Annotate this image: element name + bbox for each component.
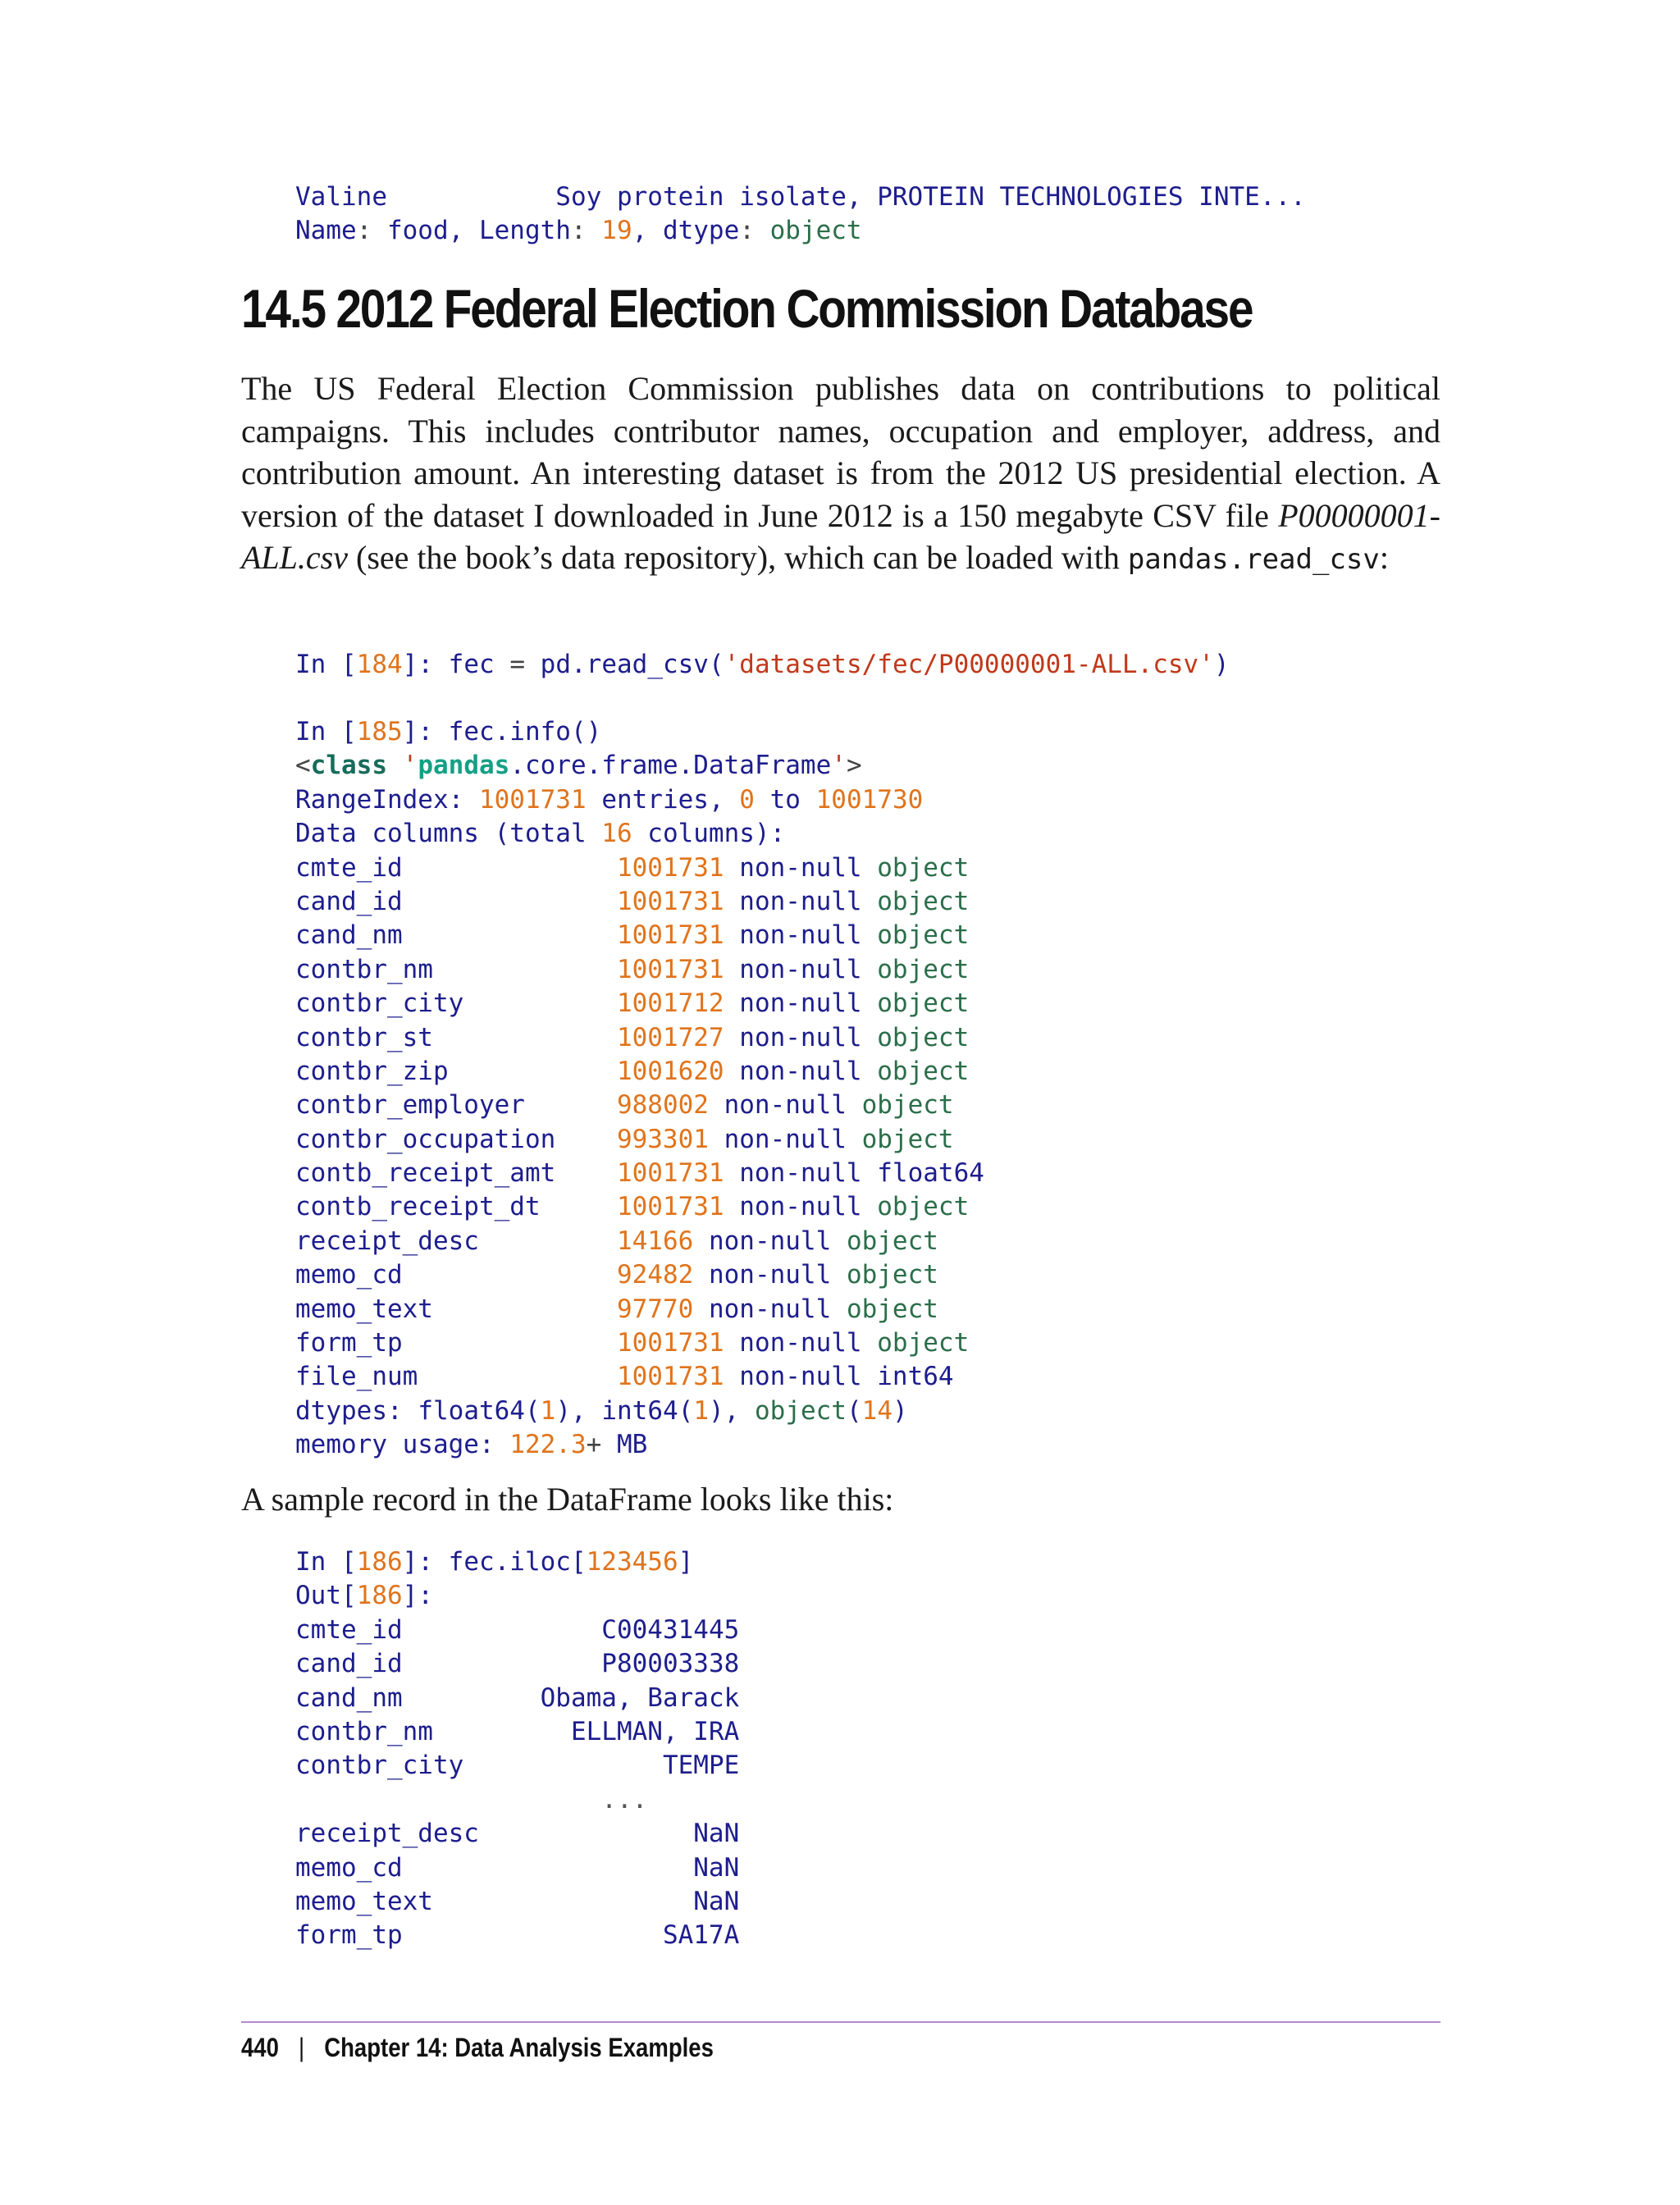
- code-line-datacolumns: [295, 817, 984, 851]
- column-name: cand_id: [295, 886, 403, 916]
- record-field-key: form_tp: [295, 1920, 403, 1951]
- column-dtype: object: [877, 1022, 970, 1052]
- info-code-block: [295, 715, 984, 1463]
- class-module: pandas: [418, 751, 510, 781]
- column-count: 1001620: [616, 1056, 724, 1086]
- column-non-null: non-null: [739, 1362, 862, 1392]
- info-column-row: [295, 1123, 984, 1157]
- dtypes-int: int64: [601, 1395, 678, 1426]
- close-paren: ): [1213, 650, 1230, 679]
- column-count: 988002: [616, 1090, 709, 1121]
- info-column-row: [295, 1089, 984, 1122]
- csv-path-string: 'datasets/fec/P00000001-ALL.csv': [724, 650, 1214, 679]
- in-prompt-number: 184: [356, 650, 403, 679]
- column-count: 1001731: [616, 852, 724, 883]
- page-number: 440: [241, 2033, 279, 2062]
- record-field-value: NaN: [693, 1852, 740, 1883]
- column-dtype: object: [846, 1226, 938, 1256]
- dtypes-int-count: 1: [693, 1395, 709, 1426]
- record-field-row: [295, 1851, 739, 1885]
- record-code-block: [295, 1545, 739, 1953]
- memory-unit: MB: [616, 1430, 648, 1460]
- column-non-null: non-null: [739, 886, 862, 916]
- column-dtype: object: [877, 988, 970, 1019]
- record-field-key: memo_cd: [295, 1852, 403, 1883]
- code-line-name: Name: food, Length: 19, dtype: object: [295, 216, 862, 246]
- record-field-value: P80003338: [601, 1649, 740, 1679]
- column-count: 1001731: [616, 954, 724, 984]
- range-to: to: [769, 784, 801, 815]
- intro-text-end: :: [1379, 539, 1389, 577]
- column-non-null: non-null: [739, 1328, 862, 1358]
- section-heading: 14.5 2012 Federal Election Commission Database: [241, 278, 1253, 339]
- column-name: contb_receipt_dt: [295, 1192, 541, 1222]
- column-name: receipt_desc: [295, 1226, 479, 1256]
- column-dtype: object: [846, 1294, 938, 1324]
- info-call: fec.info(): [448, 717, 602, 746]
- in-prompt: In: [295, 1547, 326, 1577]
- record-field-value: Obama, Barack: [540, 1682, 740, 1713]
- top-code-block: [295, 180, 1306, 249]
- dtypes-object: object: [755, 1395, 847, 1426]
- column-non-null: non-null: [708, 1294, 832, 1324]
- intro-text: The US Federal Election Commission publishes data on contributions to political campaigns. This includes contributor names, occupation and employer, address, and contribution amount. An interesting dataset is from the 2012 US presidential election. A version of the dataset I downloaded in June 2012 is a 150 megabyte CSV file: [241, 370, 1440, 534]
- column-non-null: non-null: [708, 1260, 832, 1290]
- column-name: contb_receipt_amt: [295, 1158, 556, 1189]
- record-field-row: [295, 1682, 739, 1715]
- column-dtype: object: [877, 886, 970, 916]
- info-column-row: [295, 1190, 984, 1224]
- dtypes-float: float64: [418, 1395, 525, 1426]
- column-count: 993301: [616, 1124, 709, 1154]
- column-count: 97770: [616, 1294, 694, 1324]
- column-non-null: non-null: [739, 954, 862, 984]
- out-prompt-number: 186: [356, 1581, 403, 1611]
- range-label: RangeIndex:: [295, 784, 464, 815]
- column-dtype: object: [877, 852, 970, 883]
- column-name: memo_cd: [295, 1260, 403, 1290]
- code-line-class: <class 'pandas.core.frame.DataFrame'>: [295, 751, 862, 781]
- code-line-dtypes: dtypes: float64(1), int64(1), object(14): [295, 1395, 908, 1426]
- record-fields-list: [295, 1614, 739, 1783]
- record-field-key: contbr_city: [295, 1751, 464, 1781]
- column-name: contbr_employer: [295, 1090, 525, 1121]
- name-value: food: [386, 216, 449, 246]
- info-column-row: [295, 919, 984, 952]
- info-column-row: [295, 987, 984, 1020]
- info-column-row: [295, 953, 984, 987]
- code-line-ellipsis: [295, 1783, 739, 1817]
- code-line-in-184: In [184]: fec = pd.read_csv('datasets/fec/P00000001-ALL.csv'): [295, 650, 1230, 679]
- footer-rule: [241, 2021, 1440, 2023]
- column-dtype: object: [877, 1328, 970, 1358]
- record-field-value: NaN: [693, 1886, 740, 1916]
- record-field-value: NaN: [693, 1819, 740, 1849]
- column-count: 1001731: [616, 886, 724, 916]
- column-count: 1001731: [616, 1158, 724, 1189]
- length-key: Length: [478, 216, 571, 246]
- datacols-count: 16: [601, 819, 632, 849]
- column-dtype: object: [861, 1090, 954, 1121]
- code-line-rangeindex: [295, 783, 984, 817]
- info-column-row: [295, 1326, 984, 1360]
- info-column-row: [295, 1157, 984, 1190]
- column-name: contbr_st: [295, 1022, 433, 1052]
- in-prompt-number: 185: [356, 717, 403, 746]
- column-count: 14166: [616, 1226, 694, 1256]
- footer-separator: |: [298, 2033, 305, 2062]
- column-non-null: non-null: [724, 1124, 847, 1154]
- code-line-in-186: In [186]: fec.iloc[123456]: [295, 1547, 694, 1577]
- column-dtype: object: [877, 920, 970, 951]
- column-non-null: non-null: [739, 852, 862, 883]
- read-csv-inline-code: pandas.read_csv: [1127, 543, 1380, 577]
- column-non-null: non-null: [739, 1056, 862, 1086]
- iloc-call: fec.iloc[: [448, 1547, 587, 1577]
- record-ellipsis: ...: [601, 1784, 648, 1815]
- column-count: 92482: [616, 1260, 694, 1290]
- out-prompt: Out: [295, 1581, 341, 1611]
- code-line-memory: memory usage: 122.3+ MB: [295, 1430, 648, 1460]
- column-name: form_tp: [295, 1328, 403, 1358]
- info-column-row: [295, 851, 984, 885]
- column-count: 1001731: [616, 1192, 724, 1222]
- column-name: cmte_id: [295, 852, 403, 883]
- range-entries: entries,: [601, 784, 724, 815]
- sample-record-paragraph: A sample record in the DataFrame looks like this:: [241, 1481, 894, 1518]
- intro-paragraph: [241, 368, 1440, 582]
- info-column-row: [295, 1055, 984, 1089]
- column-dtype: object: [877, 954, 970, 984]
- column-name: file_num: [295, 1362, 418, 1392]
- record-field-row: [295, 1749, 739, 1783]
- record-field-key: cand_nm: [295, 1682, 403, 1713]
- column-non-null: non-null: [724, 1090, 847, 1121]
- in-prompt: In: [295, 650, 326, 679]
- record-field-row: [295, 1614, 739, 1647]
- column-count: 1001731: [616, 920, 724, 951]
- dataset-filename: P00000001-ALL.csv: [241, 496, 1440, 577]
- column-name: contbr_city: [295, 988, 464, 1019]
- info-column-row: [295, 1021, 984, 1055]
- column-non-null: non-null: [739, 920, 862, 951]
- column-count: 1001731: [616, 1362, 724, 1392]
- range-end: 1001730: [815, 784, 924, 815]
- column-name: contbr_nm: [295, 954, 433, 984]
- iloc-index: 123456: [586, 1547, 678, 1577]
- valine-value: Soy protein isolate, PROTEIN TECHNOLOGIES INTE...: [555, 182, 1306, 212]
- code-line-out-186: Out[186]:: [295, 1581, 433, 1611]
- column-name: cand_nm: [295, 920, 403, 951]
- info-column-row: [295, 885, 984, 919]
- column-name: contbr_zip: [295, 1056, 449, 1086]
- in-prompt: In: [295, 717, 326, 746]
- datacols-end: columns):: [647, 819, 786, 849]
- class-path: .core.frame.DataFrame: [509, 751, 832, 781]
- datacols-label: Data columns (total: [295, 819, 587, 849]
- record-field-key: memo_text: [295, 1886, 433, 1916]
- chapter-title: Chapter 14: Data Analysis Examples: [324, 2033, 714, 2062]
- memory-label: memory usage:: [295, 1430, 495, 1460]
- column-dtype: object: [877, 1056, 970, 1086]
- column-dtype: object: [861, 1124, 954, 1154]
- page-footer: [241, 2033, 714, 2063]
- record-field-value: SA17A: [662, 1920, 740, 1951]
- record-field-value: ELLMAN, IRA: [570, 1716, 740, 1746]
- column-non-null: non-null: [739, 1192, 862, 1222]
- name-key: Name: [295, 216, 357, 246]
- code-line-in-185: In [185]: fec.info(): [295, 717, 602, 746]
- column-dtype: object: [846, 1260, 938, 1290]
- record-field-row: [295, 1885, 739, 1919]
- column-count: 1001712: [616, 988, 724, 1019]
- class-keyword: class: [310, 751, 387, 781]
- record-field-key: contbr_nm: [295, 1716, 433, 1746]
- column-non-null: non-null: [739, 988, 862, 1019]
- memory-value: 122.3: [509, 1430, 587, 1460]
- column-count: 1001727: [616, 1022, 724, 1052]
- column-non-null: non-null: [739, 1158, 862, 1189]
- dtype-value: object: [769, 216, 862, 246]
- info-columns-list: [295, 851, 984, 1395]
- record-field-value: TEMPE: [662, 1751, 740, 1781]
- column-count: 1001731: [616, 1328, 724, 1358]
- code-line-valine: [295, 180, 1306, 214]
- dtypes-label: dtypes:: [295, 1395, 403, 1426]
- read-csv-code-block: [295, 648, 1230, 682]
- info-column-row: [295, 1360, 984, 1394]
- column-non-null: non-null: [739, 1022, 862, 1052]
- dtypes-object-count: 14: [861, 1395, 892, 1426]
- record-field-row: [295, 1647, 739, 1681]
- column-dtype: int64: [877, 1362, 954, 1392]
- record-field-row: [295, 1715, 739, 1749]
- valine-label: Valine: [295, 182, 387, 212]
- dtypes-float-count: 1: [540, 1395, 556, 1426]
- record-field-row: [295, 1817, 739, 1851]
- range-start: 0: [739, 784, 755, 815]
- info-column-row: [295, 1293, 984, 1326]
- record-field-key: receipt_desc: [295, 1819, 479, 1849]
- intro-text-mid: (see the book’s data repository), which can be loaded with: [356, 539, 1120, 577]
- record-field-row: [295, 1919, 739, 1952]
- record-field-value: C00431445: [601, 1614, 740, 1645]
- fec-variable: fec: [448, 650, 495, 679]
- column-name: contbr_occupation: [295, 1124, 556, 1154]
- length-value: 19: [601, 216, 632, 246]
- range-count: 1001731: [478, 784, 587, 815]
- column-name: memo_text: [295, 1294, 433, 1324]
- record-tail-fields-list: [295, 1817, 739, 1953]
- record-field-key: cmte_id: [295, 1614, 403, 1645]
- info-column-row: [295, 1258, 984, 1292]
- in-prompt-number: 186: [356, 1547, 403, 1577]
- column-non-null: non-null: [708, 1226, 832, 1256]
- column-dtype: float64: [877, 1158, 984, 1189]
- record-field-key: cand_id: [295, 1649, 403, 1679]
- info-column-row: [295, 1225, 984, 1258]
- read-csv-call: pd.read_csv(: [540, 650, 724, 679]
- column-dtype: object: [877, 1192, 970, 1222]
- dtype-key: dtype: [662, 216, 740, 246]
